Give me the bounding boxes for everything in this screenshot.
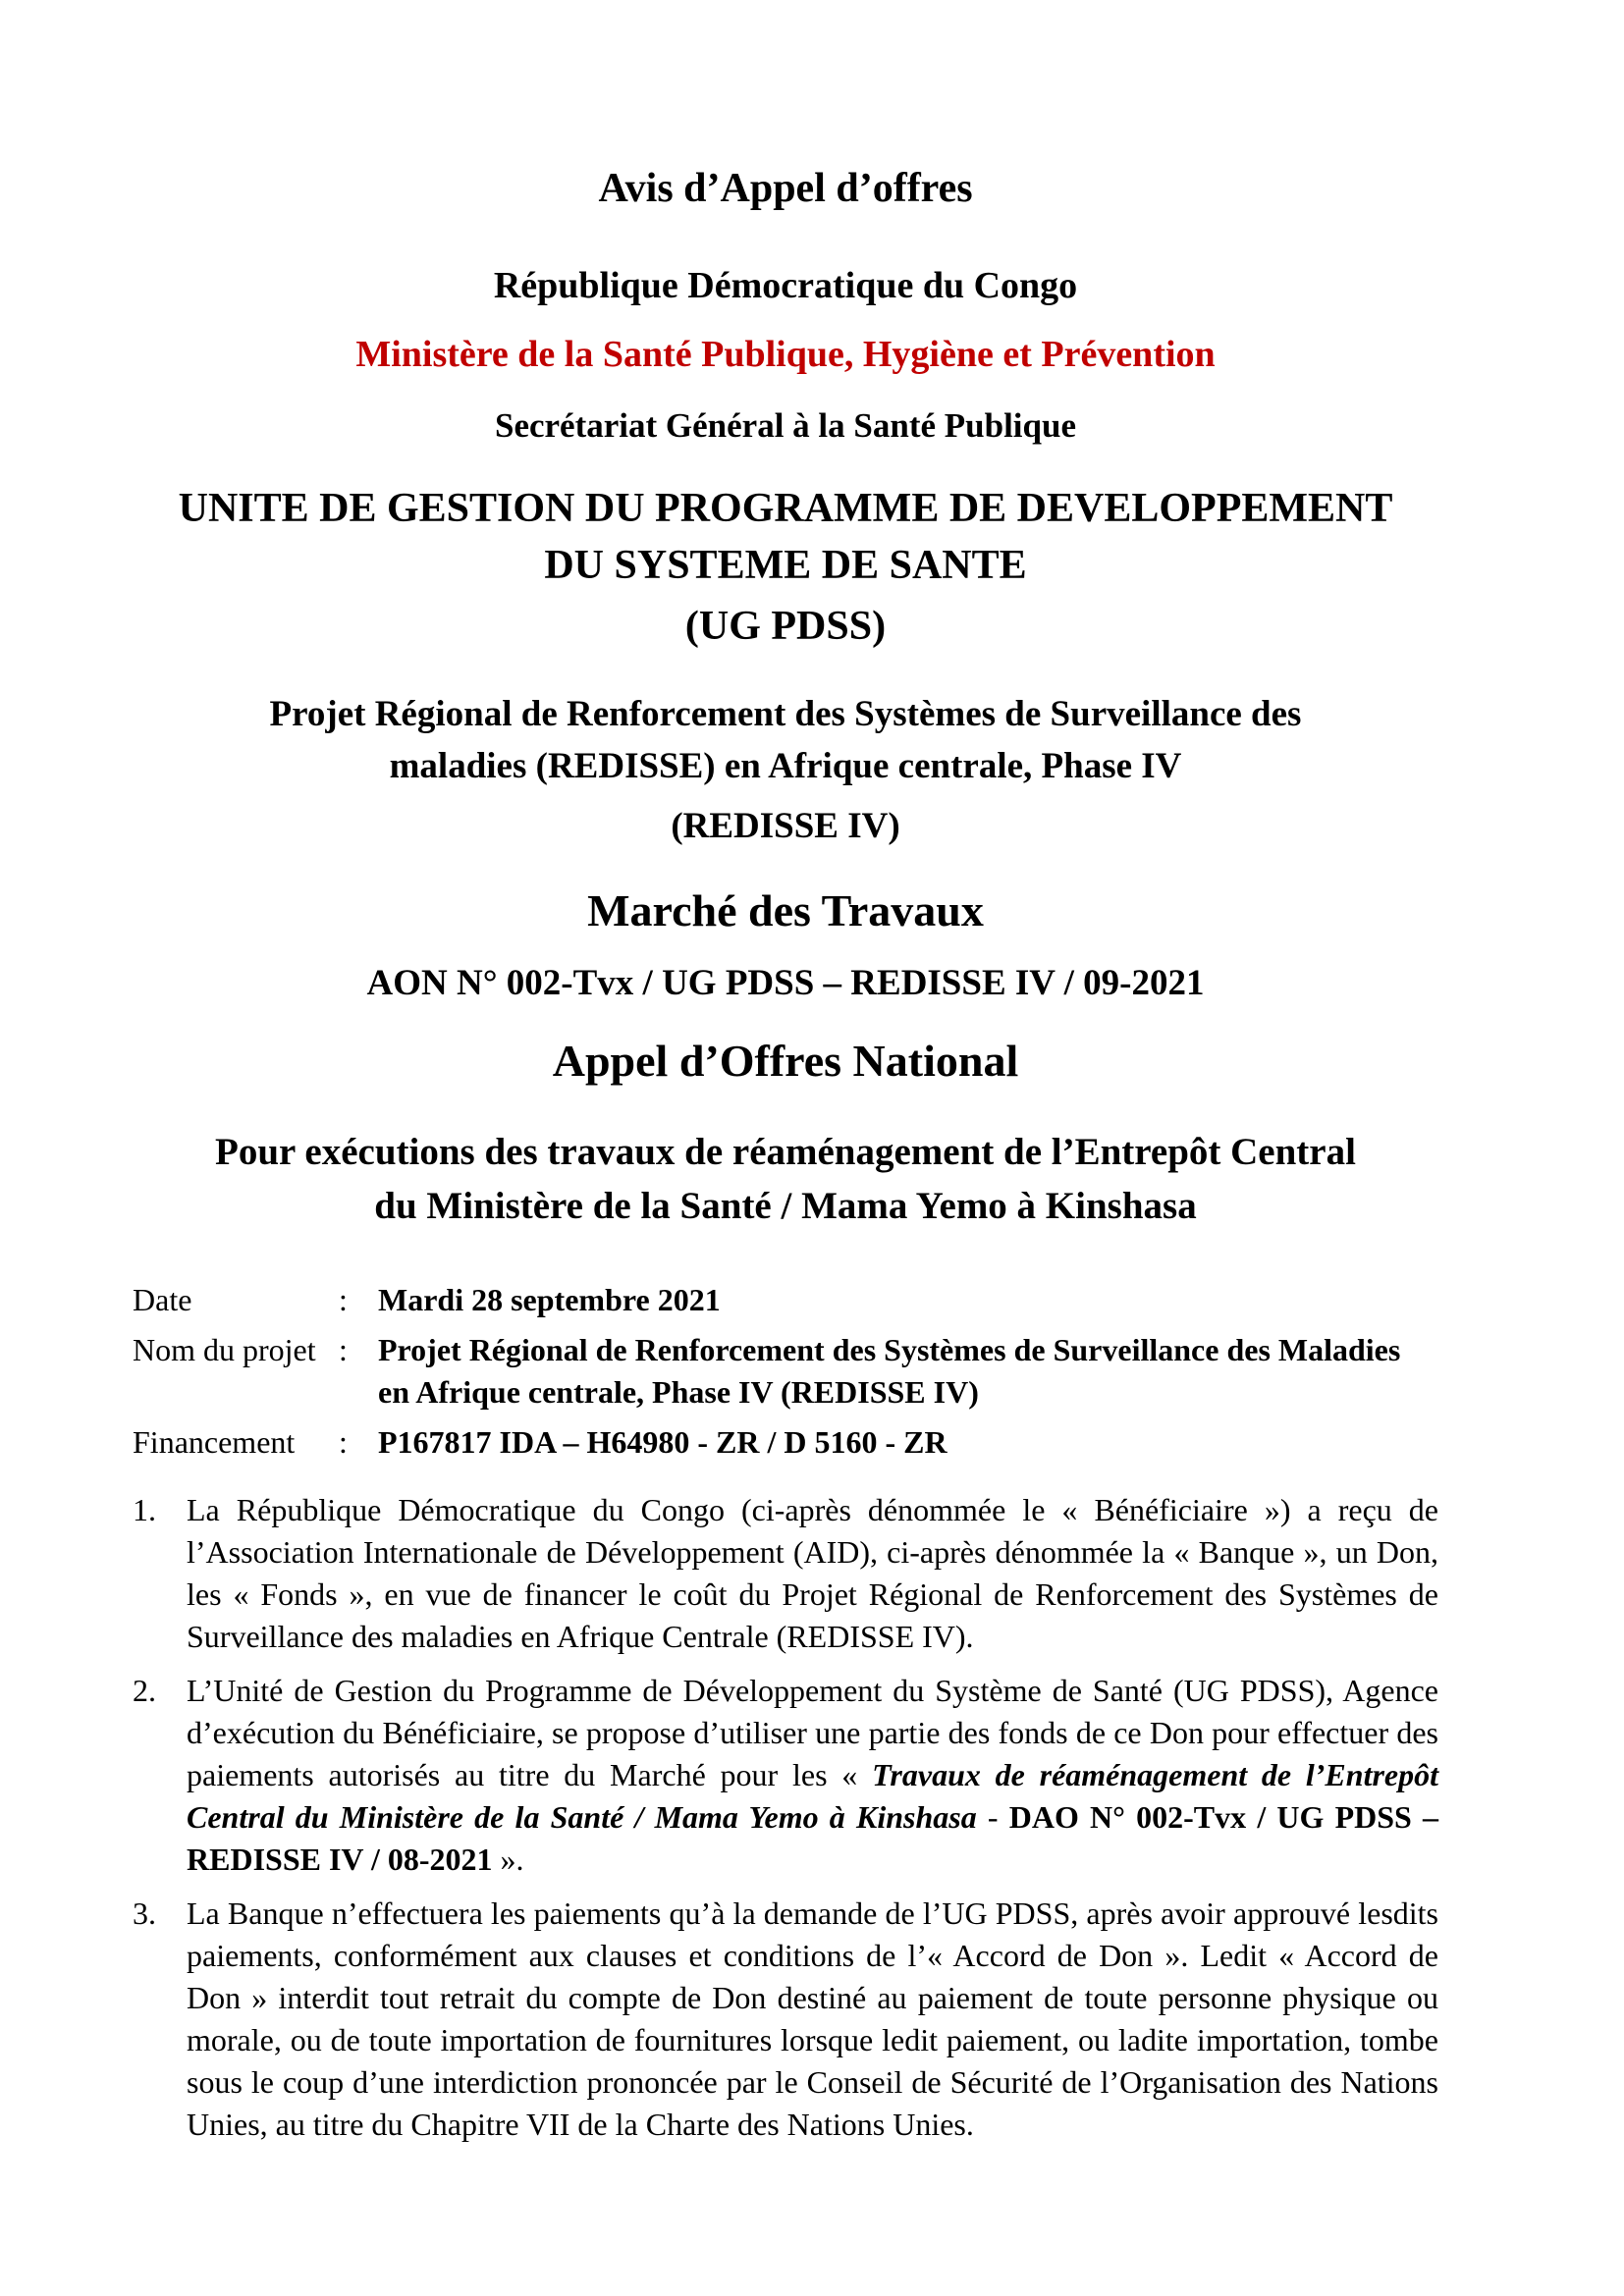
management-unit-heading	[133, 481, 1438, 595]
country-heading: République Démocratique du Congo	[493, 265, 1078, 307]
detail-colon: :	[339, 1423, 348, 1460]
unit-acronym: (UG PDSS)	[684, 603, 887, 649]
detail-value-date: Mardi 28 septembre 2021	[378, 1281, 721, 1317]
detail-label-project-name: Nom du projet	[133, 1331, 316, 1367]
detail-row-financing	[133, 1421, 1438, 1464]
detail-row-project-name	[133, 1329, 1438, 1414]
paragraph-2-text-after: ».	[492, 1841, 524, 1877]
dao-reference-emphasis: DAO N° 002-Tvx / UG PDSS – REDISSE IV / 08-2021	[187, 1798, 1439, 1877]
paragraph-2-separator: -	[976, 1798, 1009, 1835]
paragraph-1	[133, 1489, 1438, 1658]
paragraph-2-number: 2.	[133, 1672, 156, 1708]
ministry-heading: Ministère de la Santé Publique, Hygiène et Prévention	[355, 333, 1216, 375]
paragraph-3-number: 3.	[133, 1895, 156, 1931]
paragraph-1-number: 1.	[133, 1491, 156, 1527]
tender-subject-line-1: Pour exécutions des travaux de réaménagement de l’Entrepôt Central	[215, 1131, 1356, 1174]
market-type-heading: Marché des Travaux	[587, 884, 984, 935]
detail-colon: :	[339, 1331, 348, 1367]
tender-subject-line-2: du Ministère de la Santé / Mama Yemo à Kinshasa	[374, 1185, 1197, 1228]
project-line-1: Projet Régional de Renforcement des Systèmes de Surveillance des	[269, 694, 1302, 735]
secretariat-heading: Secrétariat Général à la Santé Publique	[494, 405, 1076, 445]
paragraph-1-text: La République Démocratique du Congo (ci-après dénommée le « Bénéficiaire ») a reçu de l’Association Internationale de Développement (AID), ci-après dénommée la « Banque », un Don, les « Fonds », en vue de financer le coût du Projet Régional de Renforcement des Systèmes de Surveillance des maladies en Afrique Centrale (REDISSE IV).	[187, 1491, 1438, 1654]
paragraph-2-text	[187, 1670, 1438, 1881]
management-unit-line-1: UNITE DE GESTION DU PROGRAMME DE DEVELOPPEMENT	[178, 485, 1393, 531]
detail-label-financing: Financement	[133, 1423, 296, 1460]
tender-subject-heading	[133, 1125, 1438, 1234]
project-acronym: (REDISSE IV)	[671, 806, 900, 847]
body-paragraphs	[133, 1489, 1438, 2146]
paragraph-3	[133, 1893, 1438, 2146]
paragraph-3-text: La Banque n’effectuera les paiements qu’à la demande de l’UG PDSS, après avoir approuvé lesdits paiements, conformément aux clauses et conditions de l’« Accord de Don ». Ledit « Accord de Don » interdit tout retrait du compte de Don destiné au paiement de toute personne physique ou morale, ou de toute importation de fournitures lorsque ledit paiement, ou ladite importation, tombe sous le coup d’une interdiction prononcée par le Conseil de Sécurité de l’Organisation des Nations Unies, au titre du Chapitre VII de la Charte des Nations Unies.	[187, 1895, 1438, 2142]
detail-value-project-name: Projet Régional de Renforcement des Systèmes de Surveillance des Maladies en Afrique centrale, Phase IV (REDISSE IV)	[378, 1331, 1401, 1410]
details-block	[133, 1279, 1438, 1464]
detail-row-date	[133, 1279, 1438, 1321]
tender-type-heading: Appel d’Offres National	[552, 1036, 1019, 1087]
document-title: Avis d’Appel d’offres	[598, 166, 973, 211]
detail-label-date: Date	[133, 1281, 192, 1317]
detail-colon: :	[339, 1281, 348, 1317]
paragraph-2	[133, 1670, 1438, 1881]
detail-value-financing: P167817 IDA – H64980 - ZR / D 5160 - ZR	[378, 1423, 947, 1460]
project-heading	[133, 689, 1438, 792]
tender-reference: AON N° 002-Tvx / UG PDSS – REDISSE IV / 09-2021	[366, 962, 1205, 1003]
works-title-emphasis: Travaux de réaménagement de l’Entrepôt Central du Ministère de la Santé / Mama Yemo à Kinshasa	[187, 1756, 1439, 1835]
paragraph-2-text-before: L’Unité de Gestion du Programme de Développement du Système de Santé (UG PDSS), Agence d’exécution du Bénéficiaire, se propose d’utiliser une partie des fonds de ce Don pour effectuer des paiements autorisés au titre du Marché pour les «	[187, 1672, 1438, 1792]
project-line-2: maladies (REDISSE) en Afrique centrale, Phase IV	[389, 745, 1182, 786]
management-unit-line-2: DU SYSTEME DE SANTE	[544, 542, 1027, 588]
